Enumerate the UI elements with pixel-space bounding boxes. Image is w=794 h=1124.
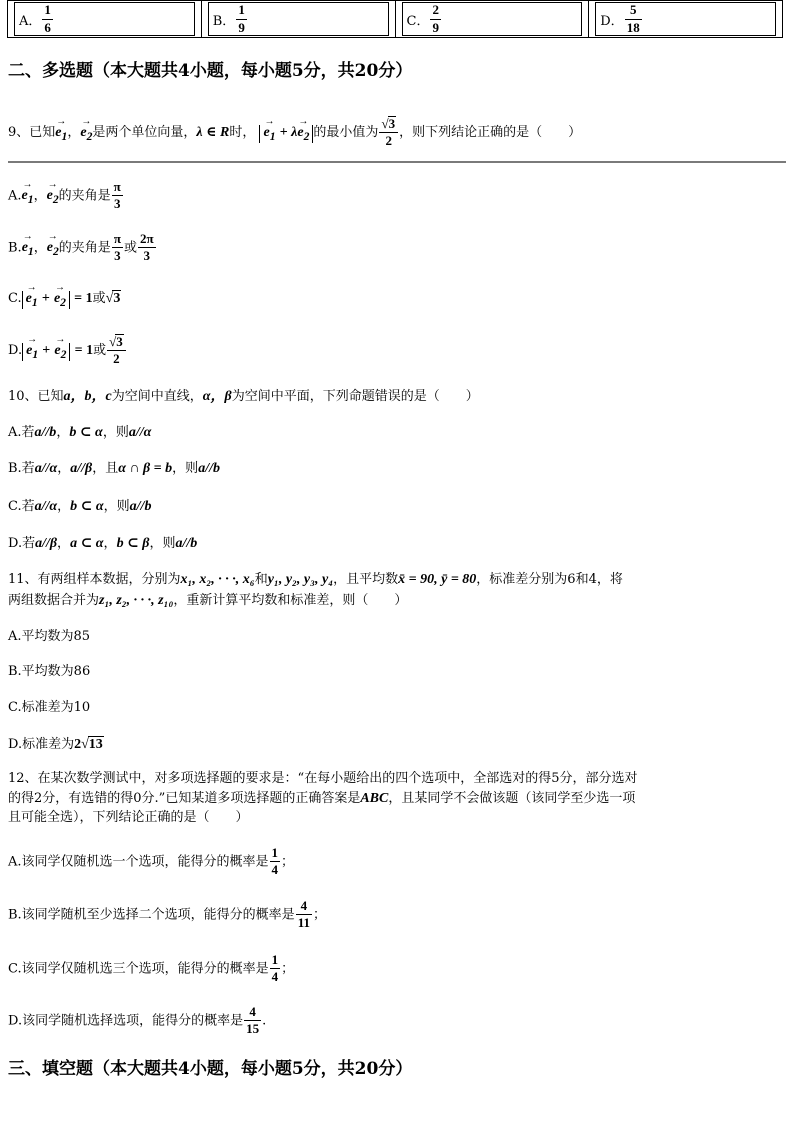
- q12-option-b: B.该同学随机至少选择二个选项，能得分的概率是 $\frac{4}{11}$ ；: [8, 898, 326, 931]
- q10-option-c: C.若a//α，b ⊂ α，则a//b: [8, 499, 152, 514]
- q10-option-b: B.若a//α，a//β，且α ∩ β = b，则a//b: [8, 461, 220, 476]
- fraction: $\frac{2\pi}{3}$: [139, 231, 154, 264]
- fraction: $\frac{√3}{2}$: [107, 334, 126, 367]
- q11-stem-line1: 11、有两组样本数据，分别为x₁, x₂, · · ·, x₆和y₁, y₂, y₃, y₄，且平均数x̄ = 90, ȳ = 80，标准差分别为6和4，将: [8, 572, 623, 587]
- q12-option-c: C.该同学仅随机选三个选项，能得分的概率是 $\frac{1}{4}$ ；: [8, 952, 295, 985]
- norm-expression: → $e_1 + \lambda\to e_2$: [259, 125, 313, 143]
- option-cell-d: [589, 1, 783, 38]
- q9-option-d: $D.\to e_1$ + → $e_2 = 1$或 $\frac{√3}{2}$: [8, 334, 127, 367]
- fraction: $\frac{1}{4}$: [271, 952, 279, 985]
- fraction: [42, 3, 53, 35]
- q9-option-a: $A.\to e_1$，→ $e_2$的夹角是 $\frac{\pi}{3}$: [8, 180, 124, 212]
- option-cell-b: [201, 1, 395, 38]
- fraction: [236, 3, 247, 35]
- q9-option-c: $C.\to e_1$ + → $e_2 = 1$或√3: [8, 290, 121, 309]
- q12-stem-line2: 的得2分，有选错的得0分.”已知某道多项选择题的正确答案是ABC，且某同学不会做该题（该同学至少选一项: [8, 791, 636, 806]
- q9-prefix: 9、已知: [8, 124, 56, 140]
- numerator: 1: [236, 3, 247, 19]
- option-cell-a: [8, 1, 202, 38]
- option-letter: B．: [212, 13, 236, 29]
- q12-stem-line3: 且可能全选），下列结论正确的是（ ）: [8, 810, 249, 825]
- option-letter: C．: [406, 13, 430, 29]
- q11-stem-line2: 两组数据合并为z₁, z₂, · · ·, z₁₀，重新计算平均数和标准差，则（ ）: [8, 593, 408, 608]
- q12-stem-line1: 12、在某次数学测试中，对多项选择题的要求是：“在每小题给出的四个选项中，全部选对的得5分，部分选对: [8, 771, 638, 786]
- q10-stem: 10、已知a，b，c为空间中直线，α，β为空间中平面，下列命题错误的是（ ）: [8, 389, 479, 404]
- q11-option-a: A.平均数为85: [8, 629, 91, 644]
- numerator: 5: [625, 3, 642, 19]
- option-cell-c: [395, 1, 589, 38]
- numerator: 2: [430, 3, 441, 19]
- denominator: 9: [432, 19, 439, 35]
- q11-option-d: D.标准差为2√13: [8, 737, 103, 752]
- math-lambda-in-r: λ ∈ R: [196, 124, 230, 140]
- fraction: $\frac{\pi}{3}$: [113, 231, 121, 264]
- section-3-title: 三、填空题（本大题共4小题，每小题5分，共20分）: [8, 1059, 413, 1079]
- fraction: $\frac{4}{11}$: [297, 898, 310, 931]
- q9-option-b: $B.\to e_1$，→ $e_2$的夹角是 $\frac{\pi}{3}$ 或 $\frac{2\pi}{3}$: [8, 232, 157, 264]
- denominator: 9: [238, 19, 245, 35]
- fraction: $\frac{1}{4}$: [271, 845, 279, 878]
- option-letter: A．: [19, 13, 42, 29]
- denominator: 18: [626, 19, 640, 35]
- fraction: [430, 3, 441, 35]
- section-2-title: 二、多选题（本大题共4小题，每小题5分，共20分）: [8, 61, 413, 81]
- option-letter: D．: [600, 13, 624, 29]
- vector-e2: → $e_2$: [80, 126, 92, 142]
- denominator: 6: [44, 19, 51, 35]
- q10-option-d: D.若a//β，a ⊂ α，b ⊂ β，则a//b: [8, 536, 198, 551]
- q11-option-c: C.标准差为10: [8, 700, 91, 715]
- previous-options-table: [7, 0, 783, 38]
- numerator: 1: [42, 3, 53, 19]
- fraction: [625, 3, 642, 35]
- q11-option-b: B.平均数为86: [8, 664, 91, 679]
- q12-option-d: D.该同学随机选择选项，能得分的概率是 $\frac{4}{15}$ .: [8, 1004, 267, 1037]
- vector-e1: → $e_1$: [55, 126, 67, 142]
- q10-option-a: A.若a//b，b ⊂ α，则a//α: [8, 425, 152, 440]
- fraction-sqrt3-over-2: $\frac{√3}{2}$: [379, 116, 398, 149]
- divider-line: [8, 161, 786, 163]
- fraction: $\frac{\pi}{3}$: [113, 179, 121, 212]
- q9-stem: 9、已知→ $e_1$，→ $e_2$是两个单位向量，λ ∈ R时， → $e_1 + \lambda\to e_2$ 的最小值为 $\frac{√3}{2}$ ，则下列结论正确的是（ ）: [8, 116, 581, 149]
- fraction: $\frac{4}{15}$: [246, 1004, 260, 1037]
- q12-option-a: A.该同学仅随机选一个选项，能得分的概率是 $\frac{1}{4}$ ；: [8, 845, 295, 878]
